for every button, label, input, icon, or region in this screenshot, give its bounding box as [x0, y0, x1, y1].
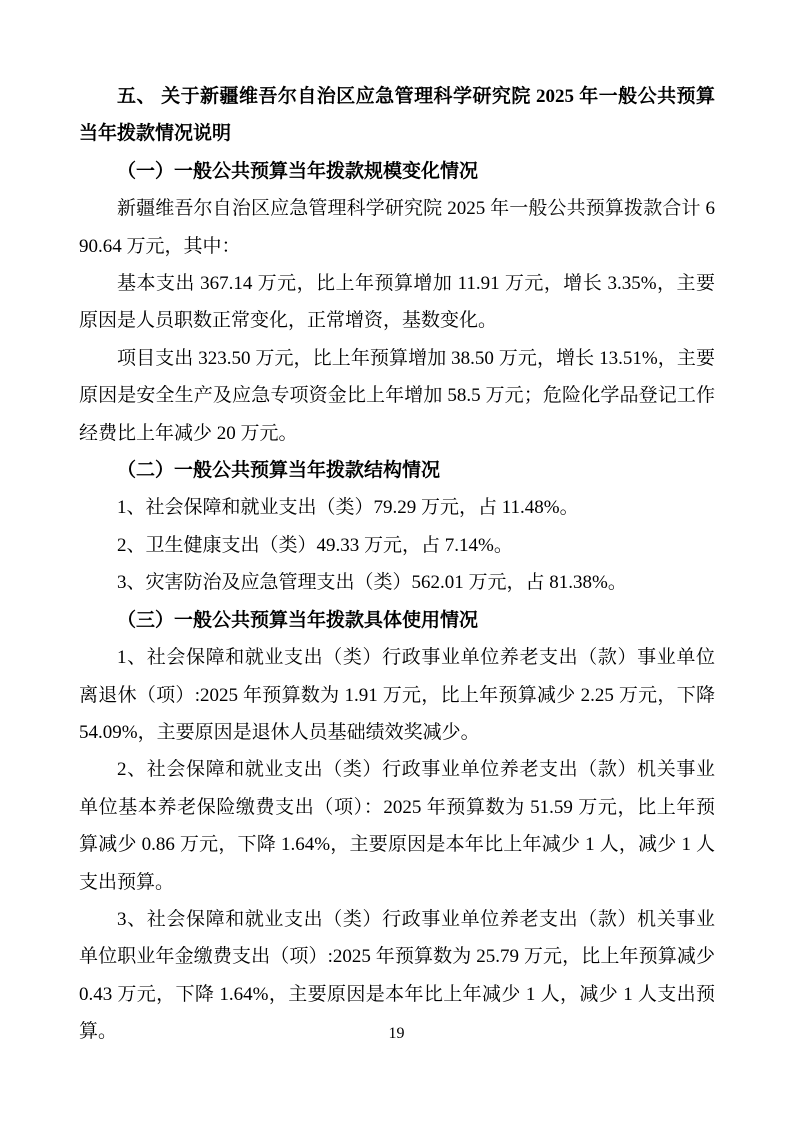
list-item-social-security: 1、社会保障和就业支出（类）79.29 万元，占 11.48%。 — [117, 497, 579, 519]
document-body — [79, 78, 715, 1051]
paragraph-usage-item-1: 1、社会保障和就业支出（类）行政事业单位养老支出（款）事业单位离退休（项）:2025 年预算数为 1.91 万元，比上年预算减少 2.25 万元，下降 54.09%，主要原因是退休人员基础绩效奖减少。 — [79, 647, 715, 743]
document-title: 五、 关于新疆维吾尔自治区应急管理科学研究院 2025 年一般公共预算当年拨款情况说明 — [79, 86, 715, 145]
list-item-health: 2、卫生健康支出（类）49.33 万元，占 7.14%。 — [117, 534, 513, 556]
paragraph-total-allocation: 新疆维吾尔自治区应急管理科学研究院 2025 年一般公共预算拨款合计 690.64 万元，其中： — [79, 198, 715, 257]
list-item-disaster-prevention: 3、灾害防治及应急管理支出（类）562.01 万元，占 81.38%。 — [117, 572, 627, 594]
paragraph-usage-item-3: 3、社会保障和就业支出（类）行政事业单位养老支出（款）机关事业单位职业年金缴费支出（项）:2025 年预算数为 25.79 万元，比上年预算减少 0.43 万元，下降 1.64%，主要原因是本年比上年减少 1 人，减少 1 人支出预算。 — [79, 908, 715, 1043]
page-number: 19 — [388, 1025, 405, 1042]
section-heading-structure: （二）一般公共预算当年拨款结构情况 — [117, 460, 441, 482]
paragraph-project-expenditure: 项目支出 323.50 万元，比上年预算增加 38.50 万元，增长 13.51%，主要原因是安全生产及应急专项资金比上年增加 58.5 万元；危险化学品登记工作经费比上年减少 20 万元。 — [79, 347, 715, 444]
paragraph-usage-item-2: 2、社会保障和就业支出（类）行政事业单位养老支出（款）机关事业单位基本养老保险缴费支出（项）：2025 年预算数为 51.59 万元，比上年预算减少 0.86 万元，下降 1.64%，主要原因是本年比上年减少 1 人，减少 1 人支出预算。 — [79, 759, 715, 893]
section-heading-scale-change: （一）一般公共预算当年拨款规模变化情况 — [117, 160, 479, 182]
paragraph-basic-expenditure: 基本支出 367.14 万元，比上年预算增加 11.91 万元，增长 3.35%，主要原因是人员职数正常变化，正常增资，基数变化。 — [79, 273, 715, 332]
section-heading-specific-usage: （三）一般公共预算当年拨款具体使用情况 — [117, 609, 479, 631]
